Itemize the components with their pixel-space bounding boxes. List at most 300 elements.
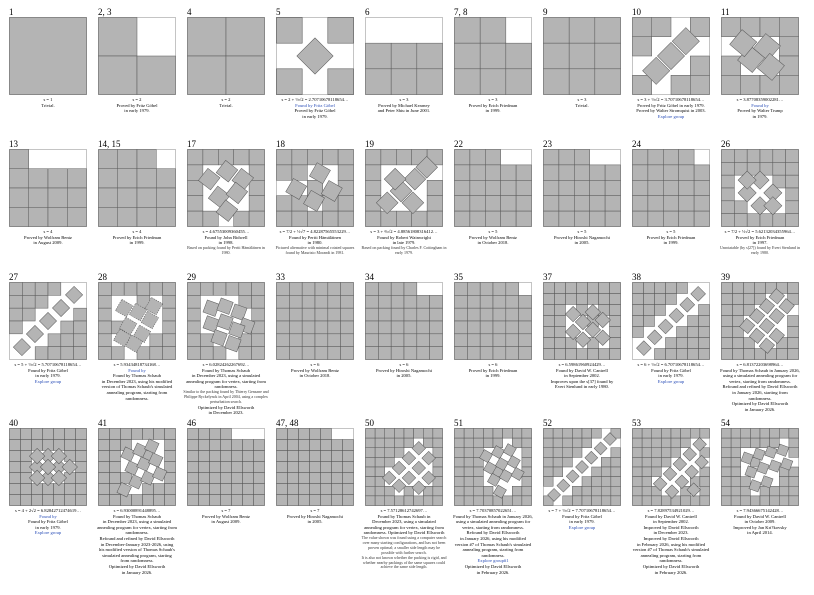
unit-square xyxy=(543,17,569,43)
unit-square xyxy=(163,295,176,308)
unit-square xyxy=(454,295,467,308)
unit-square xyxy=(516,165,531,180)
unit-square xyxy=(254,461,265,472)
packing-svg xyxy=(9,17,87,95)
caption-link[interactable]: Found by Fritz Göbel xyxy=(295,102,335,108)
packing-caption xyxy=(94,229,180,246)
unit-square xyxy=(543,293,554,304)
unit-square xyxy=(605,196,620,211)
caption-line: Found by Fritz Göbel xyxy=(28,519,68,525)
unit-square xyxy=(404,496,414,506)
unit-square xyxy=(493,347,506,360)
unit-square xyxy=(298,439,309,450)
unit-square xyxy=(493,282,506,295)
square-count-label: 27 xyxy=(9,272,18,282)
unit-square xyxy=(652,438,662,448)
unit-square xyxy=(298,461,309,472)
unit-square xyxy=(394,438,404,448)
unit-square xyxy=(67,207,86,226)
unit-square xyxy=(391,308,404,321)
unit-square xyxy=(165,473,176,484)
caption-line: in February 2026. xyxy=(654,569,688,575)
unit-square xyxy=(391,321,404,334)
caption-line: randomness. xyxy=(748,395,772,401)
unit-square xyxy=(522,477,532,487)
unit-square xyxy=(681,438,691,448)
unit-square xyxy=(574,196,589,211)
caption-link[interactable]: Found by xyxy=(39,513,57,519)
unit-square xyxy=(632,477,642,487)
unit-square xyxy=(741,496,751,506)
unit-square xyxy=(734,149,747,162)
unit-square xyxy=(343,439,354,450)
unit-square xyxy=(309,439,320,450)
unit-square xyxy=(276,473,287,484)
caption-line: Optimized by David Ellsworth xyxy=(731,401,789,407)
unit-square xyxy=(414,428,424,438)
caption-line: vertex, starting from randomness. xyxy=(729,378,791,384)
unit-square xyxy=(243,450,254,461)
caption-line: Proved by Fritz Göbel in early 1979. xyxy=(637,102,705,108)
packing-cell xyxy=(543,139,623,246)
unit-square xyxy=(302,334,315,347)
unit-square xyxy=(302,308,315,321)
unit-square xyxy=(98,282,111,295)
unit-square xyxy=(779,496,789,506)
unit-square xyxy=(632,75,651,94)
unit-square xyxy=(592,467,602,477)
unit-square xyxy=(198,428,209,439)
caption-line: Found by Fritz Göbel xyxy=(651,367,691,373)
unit-square xyxy=(454,69,480,95)
unit-square xyxy=(474,486,484,496)
unit-square xyxy=(187,56,226,95)
packing-cell xyxy=(365,272,445,379)
unit-square xyxy=(341,295,354,308)
unit-square xyxy=(470,165,485,180)
unit-square xyxy=(433,467,443,477)
unit-square xyxy=(341,308,354,321)
unit-square xyxy=(332,473,343,484)
side-length-value: s = 5 xyxy=(577,229,587,234)
unit-square xyxy=(750,428,760,438)
unit-square xyxy=(243,484,254,495)
unit-square xyxy=(365,496,375,506)
unit-square xyxy=(731,496,741,506)
packing-cell xyxy=(719,139,801,255)
unit-square xyxy=(574,180,589,195)
unit-square xyxy=(554,304,565,315)
caption-line: in August 2009. xyxy=(33,240,63,246)
packing-diagram xyxy=(543,149,621,227)
caption-line: Proved by Hiroshi Nagamochi xyxy=(553,234,610,240)
unit-square xyxy=(681,496,691,506)
unit-square xyxy=(414,496,424,506)
unit-square xyxy=(48,334,61,347)
unit-square xyxy=(643,304,654,315)
unit-square xyxy=(391,295,404,308)
unit-square xyxy=(276,495,287,506)
caption-line: Improved by Jan Kri?kovsky xyxy=(733,524,787,530)
unit-square xyxy=(642,486,652,496)
caption-line: in 2005. xyxy=(574,240,590,246)
unit-square xyxy=(292,149,307,164)
unit-square xyxy=(65,439,76,450)
unit-square xyxy=(642,428,652,438)
caption-line: in December 2023, using a simulated xyxy=(102,519,172,525)
unit-square xyxy=(493,428,503,438)
unit-square xyxy=(677,327,688,338)
unit-square xyxy=(381,211,396,226)
unit-square xyxy=(430,295,443,308)
unit-square xyxy=(721,438,731,448)
packing-cell xyxy=(543,7,623,108)
side-length-value: s = 3 xyxy=(488,97,498,102)
unit-square xyxy=(427,211,442,226)
unit-square xyxy=(98,149,117,168)
square-count-label: 7, 8 xyxy=(454,7,468,17)
packing-svg xyxy=(543,17,621,95)
unit-square xyxy=(343,473,354,484)
caption-line: December 2023, using a simulated xyxy=(372,519,436,525)
unit-square xyxy=(321,495,332,506)
unit-square xyxy=(480,308,493,321)
unit-square xyxy=(503,496,513,506)
unit-square xyxy=(9,428,20,439)
packing-diagram xyxy=(276,428,354,506)
unit-square xyxy=(789,448,799,458)
unit-square xyxy=(731,428,741,438)
unit-square xyxy=(601,467,611,477)
unit-square xyxy=(565,293,576,304)
unit-square xyxy=(679,211,694,226)
unit-square xyxy=(109,461,120,472)
unit-square xyxy=(365,438,375,448)
unit-square xyxy=(341,334,354,347)
caption-link[interactable]: Explore group xyxy=(568,524,596,530)
unit-square xyxy=(779,17,798,36)
unit-square xyxy=(338,211,353,226)
caption-line: Improved by David Ellsworth xyxy=(643,524,699,530)
unit-square xyxy=(788,349,799,360)
unit-square xyxy=(543,349,554,360)
unit-square xyxy=(131,495,142,506)
unit-square xyxy=(365,295,378,308)
square-count-label: 9 xyxy=(543,7,548,17)
unit-square xyxy=(663,211,678,226)
unit-square xyxy=(590,196,605,211)
unit-square xyxy=(665,282,676,293)
unit-square xyxy=(610,338,621,349)
unit-square xyxy=(430,347,443,360)
unit-square xyxy=(554,338,565,349)
unit-square xyxy=(289,282,302,295)
unit-square xyxy=(65,484,76,495)
unit-square xyxy=(200,282,213,295)
unit-square xyxy=(559,211,574,226)
unit-square xyxy=(9,321,22,334)
unit-square xyxy=(665,349,676,360)
caption-line: using a simulated annealing program for xyxy=(722,373,798,379)
unit-square xyxy=(480,69,506,95)
unit-square xyxy=(203,211,218,226)
caption-link[interactable]: Found by xyxy=(751,102,769,108)
unit-square xyxy=(760,17,779,36)
unit-square xyxy=(632,467,642,477)
unit-square xyxy=(252,295,265,308)
unit-square xyxy=(276,282,289,295)
unit-square xyxy=(65,428,76,439)
side-length-value: s = 6 xyxy=(488,362,498,367)
packing-cell xyxy=(543,272,623,390)
unit-square xyxy=(512,428,522,438)
side-length-value: s = 1 xyxy=(43,97,53,102)
unit-square xyxy=(480,334,493,347)
side-length-value: s = 6.93000891448895… xyxy=(113,508,161,513)
unit-square xyxy=(721,486,731,496)
unit-square xyxy=(559,149,574,164)
unit-square xyxy=(611,477,621,487)
unit-square xyxy=(332,439,343,450)
unit-square xyxy=(29,169,48,188)
unit-square xyxy=(572,496,582,506)
unit-square xyxy=(385,448,395,458)
unit-square xyxy=(554,282,565,293)
unit-square xyxy=(543,282,554,293)
unit-square xyxy=(131,428,142,439)
unit-square xyxy=(315,334,328,347)
caption-link[interactable]: Explore group xyxy=(34,378,62,384)
packing-svg xyxy=(721,149,799,227)
unit-square xyxy=(287,473,298,484)
packing-cell xyxy=(98,139,178,246)
unit-square xyxy=(163,321,176,334)
caption-line: in January 2026. xyxy=(744,406,776,412)
caption-line: randomness. xyxy=(659,558,683,564)
unit-square xyxy=(209,495,220,506)
unit-square xyxy=(35,347,48,360)
unit-square xyxy=(506,282,519,295)
unit-square xyxy=(679,165,694,180)
unit-square xyxy=(454,438,464,448)
unit-square xyxy=(198,461,209,472)
unit-square xyxy=(163,308,176,321)
unit-square xyxy=(519,334,532,347)
unit-square xyxy=(165,495,176,506)
side-length-value: s = 2 + ½√2 = 2.70710678118654… xyxy=(281,97,349,102)
unit-square xyxy=(485,196,500,211)
unit-square xyxy=(750,438,760,448)
unit-square xyxy=(234,211,249,226)
unit-square xyxy=(328,69,354,95)
unit-square xyxy=(98,439,109,450)
unit-square xyxy=(661,457,671,467)
unit-square xyxy=(378,295,391,308)
packing-caption xyxy=(183,362,269,416)
unit-square xyxy=(731,467,741,477)
unit-square xyxy=(773,149,786,162)
unit-square xyxy=(150,334,163,347)
unit-square xyxy=(734,214,747,227)
caption-line: randomness. xyxy=(125,530,149,536)
unit-square xyxy=(61,347,74,360)
packing-svg xyxy=(454,17,532,95)
unit-square xyxy=(232,439,243,450)
unit-square xyxy=(42,428,53,439)
unit-square xyxy=(563,448,573,458)
caption-line: in September 2002. xyxy=(653,519,689,525)
caption-line: Proved by Wolfram Bentz xyxy=(291,367,339,373)
caption-line: in 1980. xyxy=(307,240,323,246)
unit-square xyxy=(741,486,751,496)
caption-link[interactable]: Found by xyxy=(128,367,146,373)
square-count-label: 13 xyxy=(9,139,18,149)
packing-svg xyxy=(276,149,354,227)
unit-square xyxy=(276,308,289,321)
unit-square xyxy=(98,461,109,472)
caption-line: Found by John Bidwell xyxy=(204,234,248,240)
packing-cell xyxy=(9,139,89,246)
packing-cell xyxy=(632,272,712,384)
square-count-label: 40 xyxy=(9,418,18,428)
unit-square xyxy=(276,321,289,334)
unit-square xyxy=(198,473,209,484)
unit-square xyxy=(309,428,320,439)
unit-square xyxy=(321,473,332,484)
unit-square xyxy=(276,295,289,308)
packing-caption xyxy=(539,229,625,246)
unit-square xyxy=(298,428,309,439)
packing-cell xyxy=(454,7,534,114)
caption-line: vertex, starting from randomness. xyxy=(462,524,524,530)
packing-caption xyxy=(717,97,803,119)
unit-square xyxy=(433,448,443,458)
caption-line: in 1999. xyxy=(129,240,145,246)
unit-square xyxy=(65,495,76,506)
packing-diagram xyxy=(454,428,532,506)
unit-square xyxy=(321,461,332,472)
unit-square xyxy=(365,43,391,69)
unit-square xyxy=(642,477,652,487)
caption-link[interactable]: Explore group xyxy=(657,378,685,384)
unit-square xyxy=(98,347,111,360)
unit-square xyxy=(699,304,710,315)
packing-diagram xyxy=(276,282,354,360)
unit-square xyxy=(543,180,558,195)
packing-cell xyxy=(187,139,267,255)
unit-square xyxy=(721,496,731,506)
caption-line: Proved by Michael Kearney xyxy=(378,102,430,108)
unit-square xyxy=(721,428,731,438)
square-count-label: 50 xyxy=(365,418,374,428)
unit-square xyxy=(543,315,554,326)
unit-square xyxy=(590,211,605,226)
unit-square xyxy=(378,321,391,334)
unit-square xyxy=(470,196,485,211)
unit-square xyxy=(338,196,353,211)
unit-square xyxy=(483,486,493,496)
unit-square xyxy=(467,308,480,321)
unit-square xyxy=(595,43,621,69)
unit-square xyxy=(671,428,681,438)
packing-diagram xyxy=(454,282,532,360)
packing-cell xyxy=(721,7,801,119)
side-length-value: s = 6 xyxy=(310,362,320,367)
unit-square xyxy=(249,211,264,226)
unit-square xyxy=(309,473,320,484)
unit-square xyxy=(522,448,532,458)
unit-square xyxy=(770,438,780,448)
unit-square xyxy=(563,438,573,448)
packing-svg xyxy=(187,17,265,95)
caption-line: Optimized by David Ellsworth xyxy=(642,563,700,569)
unit-square xyxy=(187,295,200,308)
unit-square xyxy=(378,334,391,347)
packing-cell xyxy=(187,418,267,525)
packing-caption xyxy=(183,97,269,108)
square-count-label: 14, 15 xyxy=(98,139,121,149)
caption-link[interactable]: Explore group xyxy=(34,530,62,536)
unit-square xyxy=(721,338,732,349)
unit-square xyxy=(632,180,647,195)
unit-square xyxy=(721,149,734,162)
unit-square xyxy=(694,196,709,211)
caption-line: annealing program, starting from xyxy=(462,547,524,553)
caption-link[interactable]: Explore group#1 xyxy=(477,558,509,564)
unit-square xyxy=(563,428,573,438)
unit-square xyxy=(433,496,443,506)
packing-caption xyxy=(628,229,714,246)
unit-square xyxy=(150,282,163,295)
unit-square xyxy=(187,439,198,450)
unit-square xyxy=(391,334,404,347)
unit-square xyxy=(394,448,404,458)
unit-square xyxy=(454,180,469,195)
unit-square xyxy=(572,448,582,458)
unit-square xyxy=(590,180,605,195)
unit-square xyxy=(610,349,621,360)
unit-square xyxy=(721,349,732,360)
caption-link[interactable]: Explore group xyxy=(657,113,685,119)
packing-cell xyxy=(9,418,89,536)
unit-square xyxy=(22,308,35,321)
caption-line: Proved by Walter Trump xyxy=(737,108,783,114)
unit-square xyxy=(31,428,42,439)
unit-square xyxy=(109,495,120,506)
unit-square xyxy=(365,334,378,347)
unit-square xyxy=(611,457,621,467)
unit-square xyxy=(721,201,734,214)
unit-square xyxy=(652,467,662,477)
unit-square xyxy=(464,438,474,448)
unit-square xyxy=(321,428,332,439)
packing-caption xyxy=(5,97,91,108)
side-length-value: s = 7.70370857022651… xyxy=(469,508,517,513)
unit-square xyxy=(699,327,710,338)
unit-square xyxy=(721,448,731,458)
unit-square xyxy=(404,282,417,295)
unit-square xyxy=(454,448,464,458)
unit-square xyxy=(328,334,341,347)
unit-square xyxy=(632,315,643,326)
caption-line: in December 2023, using his modified xyxy=(101,378,173,384)
side-length-value: s = 5 xyxy=(488,229,498,234)
packing-diagram xyxy=(187,282,265,360)
unit-square xyxy=(276,334,289,347)
unit-square xyxy=(315,282,328,295)
unit-square xyxy=(332,495,343,506)
unit-square xyxy=(417,347,430,360)
